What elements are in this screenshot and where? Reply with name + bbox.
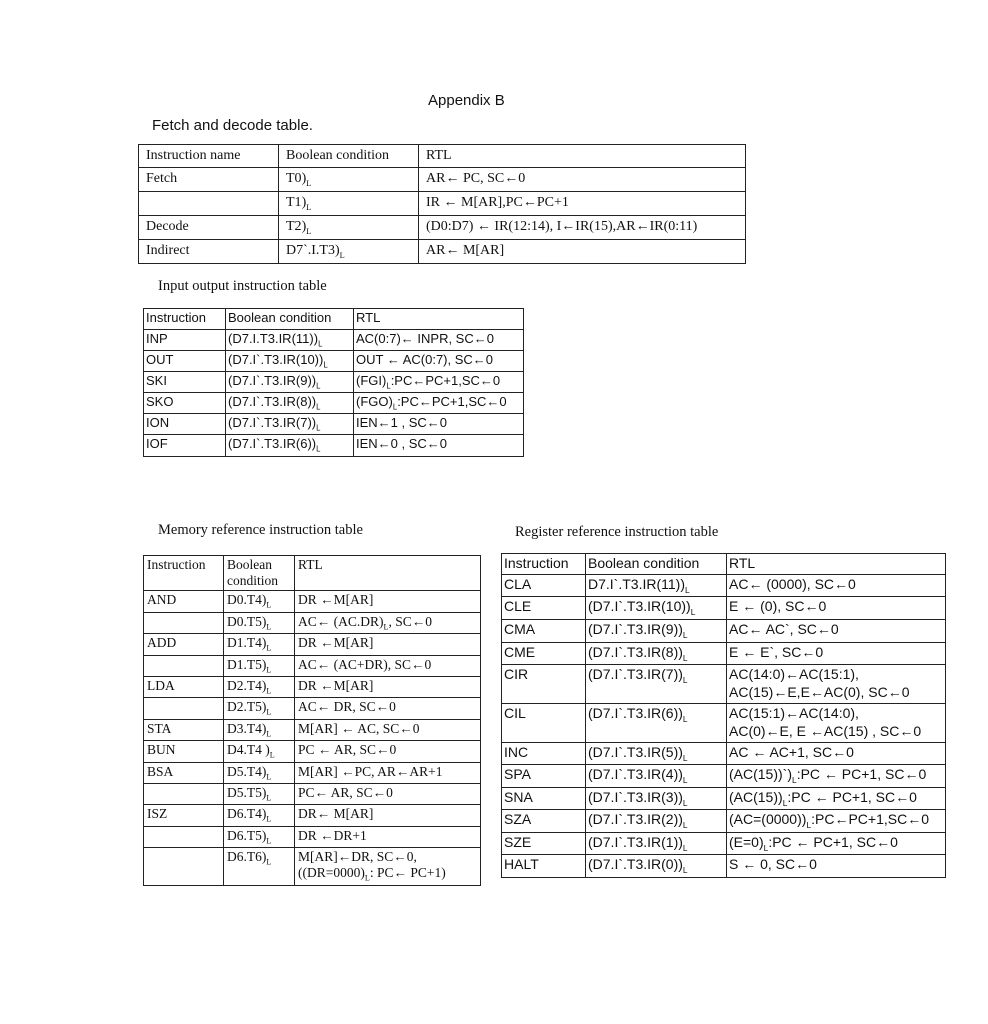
rtl-cell: AC← DR, SC←0 — [295, 698, 481, 719]
rtl-cell: $(AC=(0000))_L:PC\leftarrow PC+1,SC\leftarrow 0$ — [727, 810, 946, 833]
header-row — [144, 309, 524, 330]
table-row — [502, 787, 946, 810]
instruction-cell: SPA — [502, 765, 586, 788]
instruction-cell: CIR — [502, 665, 586, 704]
instruction-cell: CME — [502, 642, 586, 665]
condition-cell: $(D7.I`.T3.IR(7))_L$ — [226, 414, 354, 435]
rtl-cell: AC(14:0)←AC(15:1), AC(15)←E,E←AC(0), SC←0 — [727, 665, 946, 704]
table-row — [144, 698, 481, 719]
instruction-cell: INP — [144, 330, 226, 351]
rtl-cell: AC(15:1)←AC(14:0), AC(0)←E, E ←AC(15) , SC←0 — [727, 703, 946, 742]
condition-cell: $D7`.I.T3)_L$ — [279, 240, 419, 264]
condition-cell: D4.T4 )$_L$ — [224, 741, 295, 762]
instruction-cell — [144, 612, 224, 633]
instruction-cell: Fetch — [139, 168, 279, 192]
table-row — [502, 855, 946, 878]
table-row — [144, 805, 481, 826]
column-header: RTL — [354, 309, 524, 330]
table-row — [139, 240, 746, 264]
instruction-cell: ADD — [144, 634, 224, 655]
instruction-cell: INC — [502, 742, 586, 765]
table-row — [139, 192, 746, 216]
column-header: RTL — [419, 145, 746, 168]
table-row — [144, 783, 481, 804]
instruction-cell: CIL — [502, 703, 586, 742]
rtl-cell: E ← E`, SC←0 — [727, 642, 946, 665]
condition-cell: $(D7.I`.T3.IR(9))_L$ — [226, 372, 354, 393]
condition-cell: $(D7.I`.T3.IR(4))_L$ — [586, 765, 727, 788]
condition-cell: $(D7.I`.T3.IR(6))_L$ — [226, 435, 354, 456]
condition-cell: $D6.T6)_L$ — [224, 848, 295, 886]
column-header: Boolean condition — [226, 309, 354, 330]
table-row — [144, 676, 481, 697]
condition-cell: $D1.T5)_L$ — [224, 655, 295, 676]
rtl-cell: $(FGI)_L:PC\leftarrow PC+1,SC\leftarrow 0$ — [354, 372, 524, 393]
register-table-heading: Register reference instruction table — [515, 524, 719, 540]
rtl-cell: AC← (AC+DR), SC←0 — [295, 655, 481, 676]
io-instruction-table — [143, 308, 524, 457]
table-row — [144, 634, 481, 655]
condition-cell: $D7.I`.T3.IR(11))_L$ — [586, 574, 727, 597]
instruction-cell: LDA — [144, 676, 224, 697]
rtl-cell: $(AC(15))_L:PC$ ← PC+1, SC←0 — [727, 787, 946, 810]
register-reference-table — [501, 553, 946, 878]
condition-cell: $(D7.I`.T3.IR(6))_L$ — [586, 703, 727, 742]
table-row — [144, 393, 524, 414]
instruction-cell — [144, 848, 224, 886]
instruction-cell — [144, 783, 224, 804]
table-row — [502, 742, 946, 765]
condition-cell: $(D7.I`.T3.IR(1))_L$ — [586, 832, 727, 855]
instruction-cell: ION — [144, 414, 226, 435]
io-table-heading: Input output instruction table — [158, 278, 327, 294]
instruction-cell: IOF — [144, 435, 226, 456]
instruction-cell: HALT — [502, 855, 586, 878]
table-row — [144, 612, 481, 633]
rtl-cell: DR ←M[AR] — [295, 634, 481, 655]
condition-cell: $T0)_L$ — [279, 168, 419, 192]
condition-cell: $(D7.I`.T3.IR(8))_L$ — [586, 642, 727, 665]
rtl-cell: $(FGO)_L:PC\leftarrow PC+1,SC\leftarrow 0$ — [354, 393, 524, 414]
table-row — [502, 620, 946, 643]
fetch-decode-table — [138, 144, 746, 264]
table-row — [144, 435, 524, 456]
table-row — [502, 765, 946, 788]
condition-cell: $(D7.I`.T3.IR(5))_L$ — [586, 742, 727, 765]
condition-cell: $D3.T4)_L$ — [224, 719, 295, 740]
instruction-cell: BUN — [144, 741, 224, 762]
instruction-cell: STA — [144, 719, 224, 740]
table-row — [502, 597, 946, 620]
condition-cell: $T1)_L$ — [279, 192, 419, 216]
header-row — [139, 145, 746, 168]
instruction-cell: BSA — [144, 762, 224, 783]
condition-cell: $(D7.I`.T3.IR(2))_L$ — [586, 810, 727, 833]
table-row — [144, 372, 524, 393]
rtl-cell: AC← (0000), SC←0 — [727, 574, 946, 597]
column-header: RTL — [295, 556, 481, 591]
instruction-cell — [139, 192, 279, 216]
rtl-cell: IEN←0 , SC←0 — [354, 435, 524, 456]
rtl-cell: IEN←1 , SC←0 — [354, 414, 524, 435]
table-row — [502, 665, 946, 704]
instruction-cell: SKI — [144, 372, 226, 393]
table-row — [144, 591, 481, 612]
rtl-cell: AR← M[AR] — [419, 240, 746, 264]
table-row — [502, 642, 946, 665]
rtl-cell: AR← PC, SC←0 — [419, 168, 746, 192]
table-row — [144, 330, 524, 351]
instruction-cell: CLE — [502, 597, 586, 620]
rtl-cell: $(AC(15))`)_L:PC$ ← PC+1, SC←0 — [727, 765, 946, 788]
rtl-cell: DR ←DR+1 — [295, 826, 481, 847]
condition-cell: $(D7.I`.T3.IR(8))_L$ — [226, 393, 354, 414]
rtl-cell: PC ← AR, SC←0 — [295, 741, 481, 762]
condition-cell: $D1.T4)_L$ — [224, 634, 295, 655]
column-header: Boolean condition — [224, 556, 295, 591]
condition-cell: $D0.T4)_L$ — [224, 591, 295, 612]
instruction-cell: SNA — [502, 787, 586, 810]
rtl-cell: DR ←M[AR] — [295, 591, 481, 612]
instruction-cell: SKO — [144, 393, 226, 414]
condition-cell: $D6.T4)_L$ — [224, 805, 295, 826]
rtl-cell: AC← $(AC.DR)_L$, SC←0 — [295, 612, 481, 633]
header-row — [502, 554, 946, 575]
table-row — [502, 574, 946, 597]
condition-cell: $(D7.I`.T3.IR(10))_L$ — [586, 597, 727, 620]
condition-cell: $D2.T5)_L$ — [224, 698, 295, 719]
table-row — [144, 762, 481, 783]
rtl-cell: DR← M[AR] — [295, 805, 481, 826]
rtl-cell: OUT ← AC(0:7), SC←0 — [354, 351, 524, 372]
rtl-cell: AC ← AC+1, SC←0 — [727, 742, 946, 765]
column-header: Instruction — [144, 556, 224, 591]
table-row — [144, 848, 481, 886]
condition-cell: $(D7.I`.T3.IR(9))_L$ — [586, 620, 727, 643]
instruction-cell: Decode — [139, 216, 279, 240]
rtl-cell: E ← (0), SC←0 — [727, 597, 946, 620]
rtl-cell: (D0:D7) ← IR(12:14), I←IR(15),AR←IR(0:11) — [419, 216, 746, 240]
condition-cell: $(D7.I`.T3.IR(10))_L$ — [226, 351, 354, 372]
rtl-cell: PC← AR, SC←0 — [295, 783, 481, 804]
condition-cell: $D0.T5)_L$ — [224, 612, 295, 633]
instruction-cell: SZE — [502, 832, 586, 855]
condition-cell: $D5.T4)_L$ — [224, 762, 295, 783]
instruction-cell: CMA — [502, 620, 586, 643]
column-header: Instruction name — [139, 145, 279, 168]
table-row — [144, 826, 481, 847]
column-header: RTL — [727, 554, 946, 575]
instruction-cell: CLA — [502, 574, 586, 597]
rtl-cell: M[AR] ← AC, SC←0 — [295, 719, 481, 740]
column-header: Boolean condition — [586, 554, 727, 575]
rtl-cell: M[AR]←DR, SC←0, ($(DR=0000)_L$: PC← PC+1) — [295, 848, 481, 886]
column-header: Instruction — [502, 554, 586, 575]
rtl-cell: AC(0:7)← INPR, SC←0 — [354, 330, 524, 351]
table-row — [502, 703, 946, 742]
table-row — [144, 414, 524, 435]
table-row — [144, 741, 481, 762]
table-row — [502, 810, 946, 833]
condition-cell: $(D7.I`.T3.IR(7))_L$ — [586, 665, 727, 704]
fetch-decode-heading: Fetch and decode table. — [152, 117, 313, 134]
instruction-cell — [144, 698, 224, 719]
instruction-cell: AND — [144, 591, 224, 612]
appendix-title: Appendix B — [428, 92, 505, 109]
condition-cell: $(D7.I`.T3.IR(0))_L$ — [586, 855, 727, 878]
instruction-cell — [144, 826, 224, 847]
rtl-cell: $(E=0)_L:PC$ ← PC+1, SC←0 — [727, 832, 946, 855]
condition-cell: $(D7.I.T3.IR(11))_L$ — [226, 330, 354, 351]
instruction-cell: OUT — [144, 351, 226, 372]
rtl-cell: AC← AC`, SC←0 — [727, 620, 946, 643]
table-row — [139, 216, 746, 240]
table-row — [502, 832, 946, 855]
table-row — [144, 351, 524, 372]
memory-reference-table — [143, 555, 481, 886]
rtl-cell: S ← 0, SC←0 — [727, 855, 946, 878]
instruction-cell: ISZ — [144, 805, 224, 826]
instruction-cell — [144, 655, 224, 676]
instruction-cell: SZA — [502, 810, 586, 833]
rtl-cell: IR ← M[AR],PC←PC+1 — [419, 192, 746, 216]
condition-cell: $D6.T5)_L$ — [224, 826, 295, 847]
rtl-cell: M[AR] ←PC, AR←AR+1 — [295, 762, 481, 783]
table-row — [144, 655, 481, 676]
rtl-cell: DR ←M[AR] — [295, 676, 481, 697]
condition-cell: $D5.T5)_L$ — [224, 783, 295, 804]
table-row — [144, 719, 481, 740]
column-header: Instruction — [144, 309, 226, 330]
instruction-cell: Indirect — [139, 240, 279, 264]
condition-cell: $T2)_L$ — [279, 216, 419, 240]
header-row — [144, 556, 481, 591]
table-row — [139, 168, 746, 192]
condition-cell: $(D7.I`.T3.IR(3))_L$ — [586, 787, 727, 810]
memory-table-heading: Memory reference instruction table — [158, 522, 363, 538]
condition-cell: $D2.T4)_L$ — [224, 676, 295, 697]
column-header: Boolean condition — [279, 145, 419, 168]
